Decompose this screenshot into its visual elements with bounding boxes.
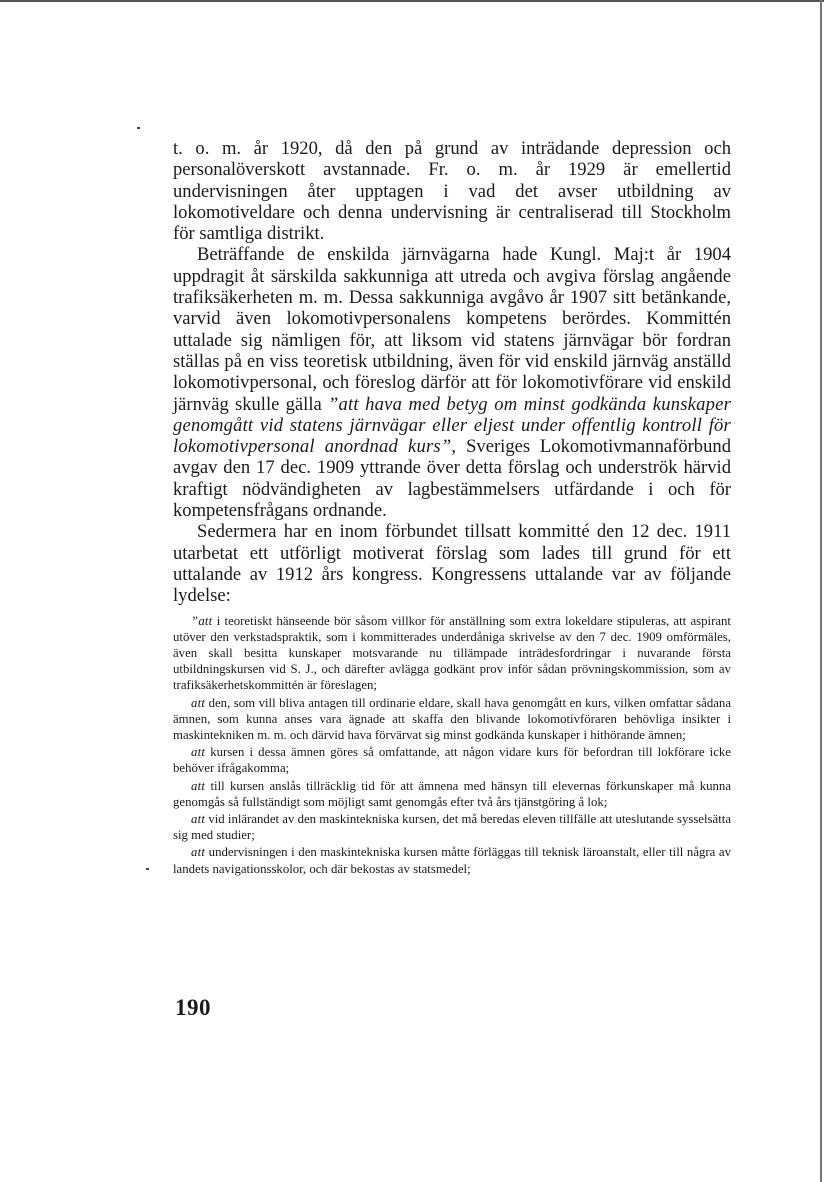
statement-lead: att — [191, 695, 206, 710]
paragraph — [173, 244, 731, 521]
statement-item — [173, 613, 731, 694]
statement-item — [173, 844, 731, 876]
paragraph-text: Beträffande de enskilda järnvägarna hade Kungl. Maj:t år 1904 uppdragit åt särskilda sakkunniga att utreda och avgiva förslag angående trafiksäkerheten m. m. Dessa sakkunniga avgåvo år 1907 sitt betänkande, varvid även lokomotivpersonalens kompetens berördes. Kommittén uttalade sig nämligen för, att liksom vid statens järnvägar bör fordran ställas på en viss teoretisk utbildning, även för vid enskild järnväg anställd lokomotivpersonal, och föreslog därför att för lokomotivförare vid enskild järnväg skulle gälla — [173, 244, 731, 415]
statement-lead: att — [191, 845, 206, 860]
statement-lead: att — [191, 811, 206, 826]
paragraph-text: Sveriges Lokomotivmannaförbund avgav den 17 dec. 1909 yttrande över detta förslag och underströk härvid kraftigt nödvändigheten av lagbestämmelsers utfärdande i och för kompetensfrågans ordnande. — [173, 436, 731, 522]
page-text — [173, 138, 731, 877]
statement-text: undervisningen i den maskintekniska kursen måtte förläggas till teknisk läroanstalt, eller till några av landets navigationsskolor, och där bekostas av statsmedel; — [173, 845, 731, 876]
scan-speck — [137, 127, 140, 129]
page-number: 190 — [175, 995, 211, 1020]
statement-item — [173, 778, 731, 810]
statement-item — [173, 811, 731, 843]
statement-item — [173, 695, 731, 744]
statement-text: vid inlärandet av den maskintekniska kursen, det må beredas eleven tillfälle att uteslutande sysselsätta sig med studier; — [173, 811, 731, 843]
statement-text: i teoretiskt hänseende bör såsom villkor för anställning som extra lokeldare stipuleras, att aspirant utöver den verkstadspraktik, som i kommitterades underdåniga skrivelse av den 7 dec. 1909 omförmäles, även skall besitta kunskaper motsvarande nu tillämpade inträdesfordringar i nuvarande första utbildningskursen vid S. J., och därefter avlägga godkänt prov inför sådan prövningskommission, som av trafiksäkerhetskommittén är föreslagen; — [173, 613, 731, 693]
scan-speck — [146, 868, 149, 870]
statement-lead: att — [191, 745, 206, 760]
statement-text: den, som vill bliva antagen till ordinarie eldare, skall hava genomgått en kurs, vilken omfattar sådana ämnen, som kunna anses vara ägnade att skaffa den blivande lokomotivföraren behövliga insikter i maskintekniken m. m. och därvid hava förvärvat sig minst godkända kunskaper i hithörande ämnen; — [173, 695, 731, 742]
statement-text: till kursen anslås tillräcklig tid för att ämnena med hänsyn till elevernas förkunskaper må kunna genomgås så fullständigt som möjligt samt genomgås efter två års tjänstgöring å lok; — [173, 778, 731, 809]
congress-statement — [173, 613, 731, 877]
body-text — [173, 138, 731, 607]
italic-quotation: ”att hava med betyg om minst godkända kunskaper genomgått vid statens järnvägar eller eljest under offentlig kontroll för lokomotivpersonal anordnad kurs”, — [173, 393, 732, 458]
page-top-edge — [0, 0, 824, 2]
paragraph: Sedermera har en inom förbundet tillsatt kommitté den 12 dec. 1911 utarbetat ett utförligt motiverat förslag som lades till grund för ett uttalande av 1912 års kongress. Kongressens uttalande var av följande lydelse: — [173, 521, 731, 607]
page-right-edge — [820, 0, 822, 1182]
statement-item — [173, 744, 731, 776]
paragraph: t. o. m. år 1920, då den på grund av inträdande depression och personalöverskott avstannade. Fr. o. m. år 1929 är emellertid undervisningen åter upptagen i vad det avser utbildning av lokomotiveldare och denna undervisning är centraliserad till Stockholm för samtliga distrikt. — [173, 138, 731, 245]
statement-text: kursen i dessa ämnen göres så omfattande, att någon vidare kurs för befordran till lokförare icke behöver ifrågakomma; — [173, 745, 731, 776]
statement-lead: ”att — [191, 613, 213, 628]
statement-lead: att — [191, 778, 206, 793]
